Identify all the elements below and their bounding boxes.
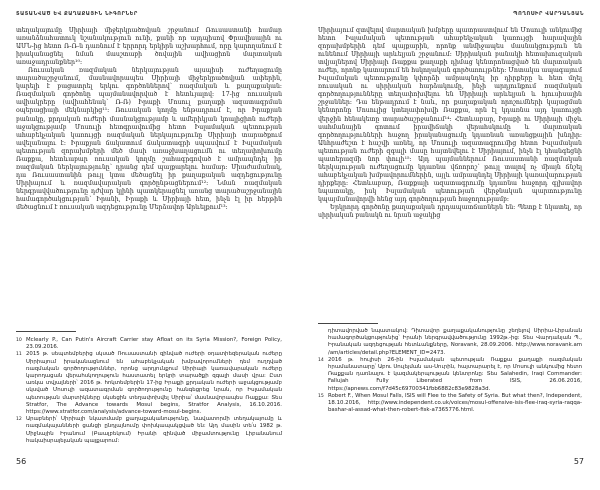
- footnote: [318, 393, 582, 415]
- footnote-text: դիտավորված նպատակով: Դիտավոր քաղաքականությունը շեղելով Սիրիա-Լիբանան համագործակցությունից՝ Իրանի ներգրավվածությունը 1992թ.-ից: Տես Վարդանյան Պ., Իրանական ազդեցության հետևանքները, Noravank, 28.09.2006. http://www.noravank.am /am/articles/detail.php?ELEMENT_ID=2473.: [328, 328, 582, 356]
- running-head-left: ՏԱՏԱՆՎԱԾ ԵՎ ՔԱՂԱՔԱՅԻՆ ՆԻԳՈՐՆԵՐ: [16, 11, 138, 17]
- footnote-rule: [16, 331, 76, 332]
- page-number-left: 56: [16, 457, 27, 466]
- footnote-text: Արաբների՝ Սիրիայի նկատմամբ քաղաքականությունը, նավատորմի տեղակայումը և ռազմակայանների ցանցի ընդլայնումը փոխկապակցված են: Այդ մասին տե՛ս 1982 թ. Միջնային Իրանում (Բաալբեկում) Իրանի զինված միջամտությունը Լիբանանում հակաիսրայելական պայքարում:: [26, 416, 282, 444]
- body-text-left: [16, 27, 282, 212]
- body-text-right: [318, 27, 582, 220]
- paragraph: Երկրորդ գործոնը քաղաքական դրդապատճառներն են: Պետք է նկատել, որ սիրիական բանակն ու նրան աջակից: [318, 204, 582, 220]
- footnote-text: Robert F., When Mosul Falls, ISIS will Flee to the Safety of Syria. But what then?, Independent, 18.10.2016, http://www.independent.co.uk/voices/mosul-offensive-isis-flee-iraq-syria-raqqa-bashar-al-assad-what-then-robert-fisk-a7365776.html.: [328, 392, 582, 414]
- footnote-number: 12: [16, 417, 22, 423]
- footnotes-right: [318, 328, 582, 414]
- footnotes-left: [16, 337, 282, 445]
- footnote-text: 2016 թ. հուլիսի 26-ին Իսլամական պետության Ռաքքա քաղաքի ռազմական հրամանատարը՝ Աբու Սուլեյման աս-Սուրին, հայտարարել է, որ Մոսուլի անկումից հետո Ռաքքան դառնալու է կազմակերպության կենտրոնը: Տես Salahedin, Iraqi Commander: Fallujah Fully Liberated from ISIS, 26.06.2016, https://apnews.com/f7d45c69700341fbb6882c83e9828a3d.: [328, 356, 582, 392]
- footnote: [16, 337, 282, 351]
- footnote-number: 15: [318, 393, 324, 399]
- running-head-right: ՊՈՂՈՍԻՐ ՎԱՐԴԱՆՅԱՆ: [513, 11, 584, 17]
- footnote-number: 11: [16, 352, 22, 358]
- footnote: [16, 351, 282, 416]
- right-page: [300, 0, 600, 490]
- paragraph: տեղակայումը Սիրիայի միջերկրածովյան շրջանում Ռուսաստանի համար առանձնահատուկ նշանակություն ունի, քանի որ այդպիսով Փրավիսային ու ԱՄՆ-ից հետո Ռ-Ռ-ն դառնում է երրորդ երկիրն աշխարհում, որը կարողանում է իրականացնել նման մասշտաբի ծովային ավիացիոն մարտական առաջադրանքներ¹⁰:: [16, 27, 282, 67]
- footnote: [16, 416, 282, 445]
- footnote-text: Mclearly P., Can Putin's Aircraft Carrier stay Afloat on its Syria Mission?, Foreign Policy, 23.09.2016.: [26, 337, 282, 351]
- page-number-right: 57: [573, 457, 584, 466]
- paragraph: Սիրիայում զտվելով մարտական խմբերը պատրաստվում են Մոսուլի անկումից հետո Իսլամական պետության ահաբեկչական կառույցի հարավային զորախմբերին դեմ պայքարին, որոնք անմիջապես մասնակցություն են ունենում Սիրիայի արևելյան շրջանում: Սիրիական բանակի հետախուզական տվյալներով Սիրիայի Ռաքքա քաղաքի դիմաց կենտրոնացված են մարտական ուժեր, որոնք կատարում են հսկողական գործառույթներ: Մոտակա ապագայում Իսլամական պետությունը կփորձի ամրապնդել իր դիրքերը և հետ մղել ռուսական ու սիրիական հարձակումը, ինչի արդյունքում ռազմական գործողությունները տեղափոխվելու են Սիրիայի արևելյան և հյուսիսային շրջաններ: Դա ենթադրում է նաև, որ քաղաքական որոշումների կայացման կենտրոնը Մոսուլից կտեղափոխվի Ռաքքա, որն էլ կդառնա այդ կառույցի վերջին հենակետը տարածաշրջանում¹⁴: Հետևաբար, Իրաքի ու Սիրիայի միջև սահմանային գոտում իրավիճակի վերահսկումը և մարտական գործողությունների հաջող իրականացումը կդառնան առանցքային խնդիր: Անհրաժեշտ է հաշվի առնել, որ Մոսուլի ազատագրումից հետո Իսլամական պետության ուժերի զգալի մասը հայտնվելու է Սիրիայում, ինչն էլ կհանգեցնի պատերազմի նոր փուլի¹⁵: Այդ պայմաններում Ռուսաստանի ռազմական ներկայության ուժեղացումը կդառնա վճռորոշ՝ թույլ տալով ոչ միայն ճնշել ահաբեկչական խմբավորումներին, այլև ամրապնդել Սիրիայի կառավարության դիրքերը: Հետևաբար, Ռաքքայի ազատագրումը կդառնա հաջորդ գլխավոր նպատակը, իսկ Իսլամական պետության վերջնական պարտությունը կպայմանավորվի հենց այդ գործողության հաջողությամբ:: [318, 27, 582, 203]
- footnote: [318, 357, 582, 393]
- paragraph: Ռուսական ռազմական ներկայության այսպիսի ուժեղացումը տարածաշրջանում, մասնավորապես Սիրիայի միջերկրածովյան ափերին, կարելի է բացատրել երկու գործոններով՝ ռազմական և քաղաքական: Ռազմական գործոնը պայմանավորված է հետևյալով: 17-ից ռուսական ավիակրերը (ավիահենակ՝ Ռ-Ռ) Իրաքի Մոսուլ քաղաքի ազատագրման օպերացիայի մեկնարկից¹¹: Ռուսական կողմը ենթադրում է, որ Իրաքյան բանակը, քրդական ուժերի մասնակցությամբ և ամերիկյան կոալիցիոն ուժերի աջակցությամբ Մոսուլի հետգրավումից հետո Իսլամական պետության ահաբեկչական կառույցի ռազմական ներկայությունը Սիրիայի տարածքում ավելանալու է: Իրաքյան ճակատում ճակատագրի սպասվում է Իսլամական պետության զորախմբերի մեծ մասի առաջխաղացումն ու տեղափոխումը Ռաքքա, հետևաբար ռուսական կողմը շահագրգռված է ամրապնդել իր ռազմական ներկայությունը՝ դրանց դեմ պայքարելու համար: Միաժամանակ, դա Ռուսաստանին թույլ կտա մեծացնել իր քաղաքական ազդեցությունը Սիրիայում և ռազմավարական գործընթացներում¹²: Նման ռազմական ներգրավվածությունը դժվար կլինի պատկերացնել առանց տարածաշրջանային համագործակցության՝ Իրանի, Իրաքի և Սիրիայի հետ, ինչն էլ իր հերթին մեծացնում է ռուսական ազդեցությունը Մերձավոր Արևելքում¹³:: [16, 67, 282, 212]
- footnote-rule: [318, 323, 378, 324]
- footnote-number: 14: [318, 357, 324, 363]
- footnote-number: 10: [16, 338, 22, 343]
- footnote: [318, 328, 582, 357]
- footnote-text: 2015 թ. սեպտեմբերից սկսած Ռուսաստանի զինված ուժերի օդատիեզերական ուժերը Սիրիայում իրականացնում են ահաբեկչական խմբավորումների դեմ ուղղված ռազմական գործողություններ, որոնց արդյունքում Սիրիայի կառավարական ուժերը կարողացան վերահսկողություն հաստատել երկրի տարածքի զգալի մասի վրա: Ըստ առկա տվյալների՝ 2016 թ. հոկտեմբերին 17-ից Իրաքի քրդական ուժերի աջակցությամբ սկսված Մոսուլի ազատագրման գործողությունը հանգեցրեց նրան, որ Իսլամական պետության մարտիկները սկսեցին տեղափոխվել Սիրիա՝ մասնավորապես Ռաքքա: Տես Stratfor, The Advance towards Mosul begins, Stratfor Analysis, 16.10.2016. https://www.stratfor.com/analysis/advance-toward-mosul-begins.: [26, 351, 282, 416]
